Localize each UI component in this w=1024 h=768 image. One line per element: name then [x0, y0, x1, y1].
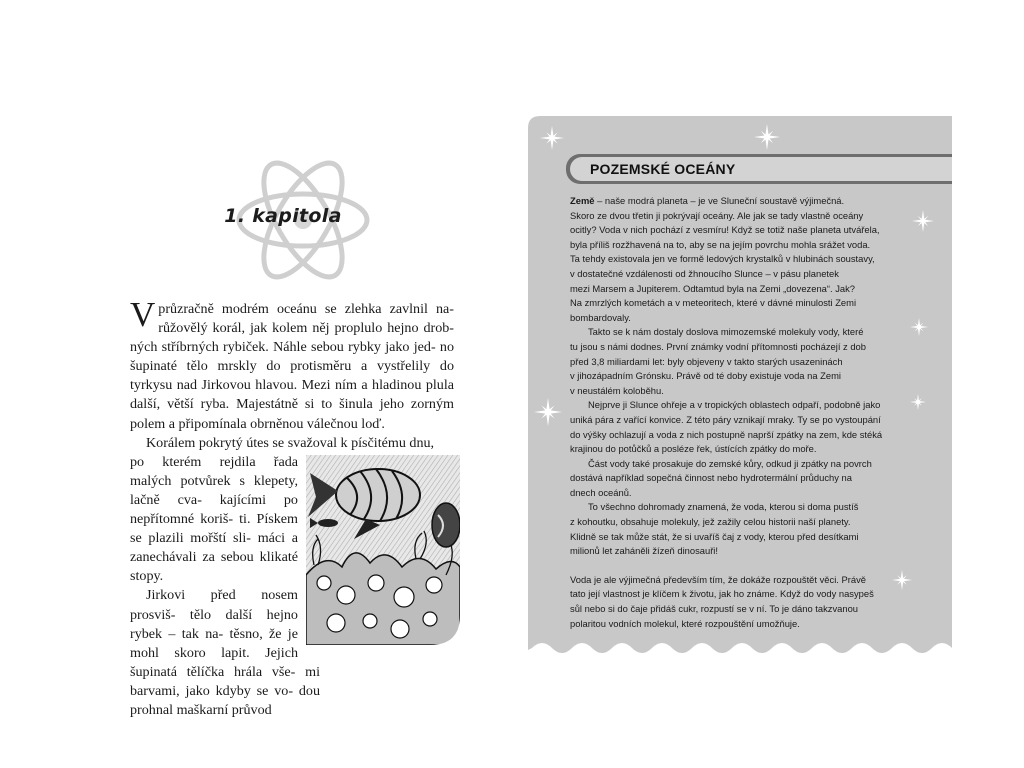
section-header	[566, 154, 952, 184]
story-paragraph-2: Korálem pokrytý útes se svažoval k písčitému dnu,	[146, 434, 435, 451]
chapter-title: 1. kapitola	[224, 205, 342, 227]
sidebar-paragraph-4: Část vody také prosakuje do zemské kůry, odkud ji zpátky na povrch dostává například sopečná činnost nebo hydrotermální průduchy na dnech oceánů.	[570, 457, 872, 498]
section-title: POZEMSKÉ OCEÁNY	[590, 161, 736, 177]
sparkle-icon	[540, 126, 564, 150]
sparkle-icon	[534, 398, 562, 426]
sparkle-icon	[754, 124, 780, 150]
info-sidebar	[528, 116, 952, 656]
sidebar-paragraph-2: Takto se k nám dostaly doslova mimozemské molekuly vody, které tu jsou s námi dodnes. První známky vodní přítomnosti pocházejí z dob před 3,8 miliardami let: byly objeveny v takto starých usazeninách v jihozápadním Grónsku. Právě od té doby existuje voda na Zemi v neustálém koloběhu.	[570, 326, 866, 396]
story-paragraph-1: Vprůzračně modrém oceánu se zlehka zavlnil na- růžovělý korál, jak kolem něj proplulo hejno drob- ných stříbrných rybiček. Náhle sebou rybky jako jed- no šupinaté tělo mrskly do protisměru a vystřelily do tyrkysu nad Jirkovou hlavou. Mezi ním a hladinou plula další, větší ryba. Majestátně si to šinula jeho zorným polem a připomínala obrněnou válečnou loď.	[130, 295, 454, 432]
drop-cap: V	[130, 295, 156, 334]
coral-reef-illustration	[306, 455, 460, 645]
sidebar-paragraph-5: To všechno dohromady znamená, že voda, kterou si doma pustíš z kohoutku, obsahuje molekuly, jež zažily celou historii naší planety. Klidně se tak může stát, že si uvaříš čaj z vody, kterou před desítkami milionů let zaháněli žízeň dinosauři!	[570, 501, 859, 557]
sidebar-text	[570, 194, 906, 631]
sparkle-icon	[910, 318, 928, 336]
story-paragraph-2-cont: po kterém rejdila řada malých potvůrek s klepety, lačně cva- kajícími po nepřítomné koriš- ti. Pískem se plazili mořští sli- máci a zanechávali za sebou klikaté stopy.	[130, 453, 299, 585]
sidebar-paragraph-1: Země – naše modrá planeta – je ve Sluneční soustavě výjimečná. Skoro ze dvou třetin ji pokrývají oceány. Ale jak se tady vlastně oceány ocitly? Voda v nich pochází z vesmíru! Když se totiž naše planeta utvářela, byla příliš rozžhavená na to, aby se na jejím povrchu mohla srážet voda. Ta tehdy existovala jen ve formě ledových krystalků v hlubinách soustavy, v dostatečné vzdálenosti od žhnoucího Slunce – v pásu planetek mezi Marsem a Jupiterem. Odtamtud byla na Zemi „dovezena“. Jak? Na zmrzlých kometách a v meteoritech, které v dávné minulosti Zemi bombardovaly.	[570, 195, 880, 323]
story-text	[130, 295, 454, 720]
sidebar-paragraph-6: Voda je ale výjimečná především tím, že dokáže rozpouštět věci. Právě tato její vlastnost je klíčem k životu, jak ho známe. Když do vody nasypeš sůl nebo si do čaje přidáš cukr, rozpustí se v ní. To je dáno takzvanou polaritou vodních molekul, které rozpouštění umožňuje.	[570, 573, 874, 629]
sidebar-paragraph-3: Nejprve ji Slunce ohřeje a v tropických oblastech odpaří, podobně jako uniká pára z vařící konvice. Z této páry vznikají mraky. Ty se po vystoupání do výšky ochlazují a voda z nich postupně naprší zpátky na zem, kde stéká krajinou do potůčků a posléze řek, ústících zpátky do moře.	[570, 399, 883, 455]
story-paragraph-3: Jirkovi před nosem prosviš- tělo další hejno rybek – tak na- těsno, že je mohl skoro lapit. Jejich šupinatá tělíčka hrála vše- mi barvami, jako kdyby se vo- dou prohnal maškarní průvod	[130, 587, 320, 718]
keyword: Země	[570, 195, 595, 206]
sparkle-icon	[912, 210, 934, 232]
sparkle-icon	[910, 394, 926, 410]
